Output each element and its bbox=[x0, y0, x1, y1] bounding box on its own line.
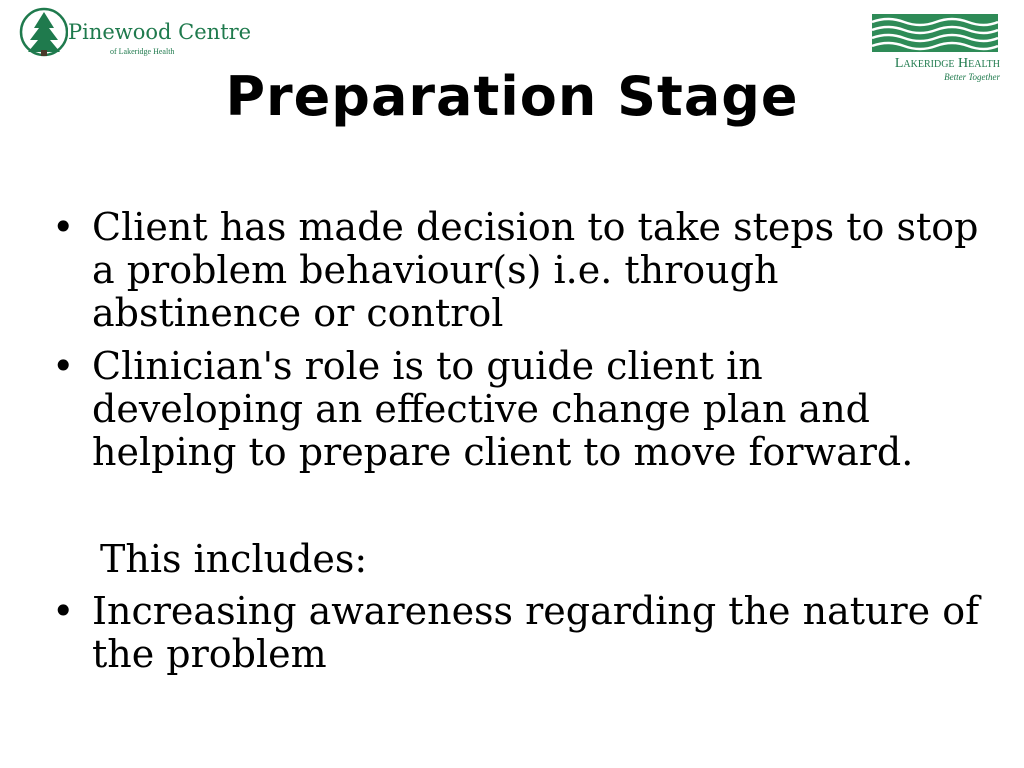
logo-right-tagline: Better Together bbox=[944, 72, 1000, 82]
slide-body bbox=[52, 206, 982, 676]
bullet-text: Client has made decision to take steps to stop a problem behaviour(s) i.e. through abstinence or control bbox=[92, 205, 979, 335]
bullet-item bbox=[52, 206, 982, 335]
bullet-item bbox=[52, 590, 982, 676]
bullet-dot: • bbox=[52, 205, 75, 249]
bullet-dot: • bbox=[52, 344, 75, 388]
logo-left-name: Pinewood Centre bbox=[68, 20, 252, 44]
logo-left-subtitle: of Lakeridge Health bbox=[110, 47, 175, 56]
pinewood-centre-logo bbox=[18, 6, 258, 58]
bullet-text: Increasing awareness regarding the nature of the problem bbox=[92, 589, 980, 676]
intro-text: This includes: bbox=[100, 537, 368, 581]
logo-right-name: Lakeridge Health bbox=[894, 56, 1000, 71]
slide-title: Preparation Stage bbox=[225, 65, 799, 128]
bullet-text: Clinician's role is to guide client in developing an effective change plan and helping to prepare client to move forward. bbox=[92, 344, 914, 474]
bullet-dot: • bbox=[52, 589, 75, 633]
waves-icon bbox=[872, 14, 998, 54]
bullet-item bbox=[52, 345, 982, 474]
tree-icon bbox=[18, 6, 68, 58]
